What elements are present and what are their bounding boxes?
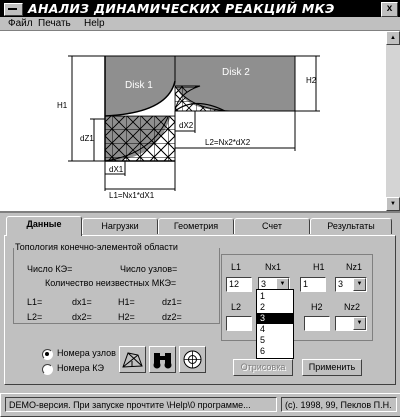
tab-strip — [4, 218, 396, 236]
binoculars-icon — [150, 347, 175, 372]
dropdown-option[interactable]: 5 — [260, 335, 266, 345]
radio-node-numbers-label: Номера узлов — [57, 348, 116, 358]
dim-dx2-label: dX2 — [179, 121, 194, 130]
l2-readout: L2= — [27, 312, 43, 322]
system-menu-icon — [8, 8, 17, 10]
dim-dz1-label: dZ1 — [80, 134, 94, 143]
h2-label: H2 — [311, 302, 323, 312]
tab-data[interactable]: Данные — [6, 216, 82, 236]
radio-ke-numbers-label: Номера КЭ — [57, 363, 104, 373]
chevron-down-icon[interactable]: ▼ — [353, 278, 366, 291]
window-title: АНАЛИЗ ДИНАМИЧЕСКИХ РЕАКЦИЙ МКЭ — [28, 1, 335, 16]
h2-input[interactable] — [304, 316, 330, 331]
dx1-readout: dx1= — [72, 297, 92, 307]
unknown-count-label: Количество неизвестных МКЭ= — [45, 278, 177, 288]
radio-node-numbers[interactable] — [42, 349, 53, 360]
nz2-select[interactable] — [335, 316, 367, 331]
chevron-down-icon[interactable]: ▼ — [353, 317, 366, 330]
disk1-label: Disk 1 — [125, 80, 153, 91]
diagram-scrollbar[interactable] — [386, 31, 400, 211]
tab-loads[interactable]: Нагрузки — [82, 218, 158, 234]
menu-help[interactable]: Help — [84, 18, 105, 29]
formula-l2: L2=Nx2*dX2 — [205, 138, 251, 147]
divider — [0, 211, 400, 213]
tab-geometry[interactable]: Геометрия — [158, 218, 234, 234]
mesh-view-button[interactable] — [119, 346, 146, 373]
diagram-canvas — [0, 31, 386, 211]
dropdown-option[interactable]: 1 — [260, 291, 266, 301]
h1-readout: H1= — [118, 297, 135, 307]
disk2-label: Disk 2 — [222, 67, 250, 78]
tab-results[interactable]: Результаты — [310, 218, 392, 234]
dim-h1-label: H1 — [57, 101, 68, 110]
menu-file[interactable]: Файл — [8, 18, 33, 29]
disk-view-button[interactable] — [179, 346, 206, 373]
status-copyright: (c). 1998, 99, Пеклов П.Н. — [281, 397, 397, 412]
h1-input[interactable]: 1 — [300, 277, 326, 292]
chevron-down-icon[interactable]: ▼ — [276, 278, 289, 291]
formula-l1: L1=Nx1*dX1 — [109, 191, 155, 200]
data-panel — [4, 235, 396, 385]
radio-selected-dot — [45, 352, 49, 356]
mesh-icon — [120, 347, 145, 372]
nx1-dropdown-list[interactable] — [256, 289, 294, 359]
apply-button[interactable]: Применить — [302, 359, 362, 376]
status-message: DEMO-версия. При запуске прочтите \Help\0 программе... — [5, 397, 277, 412]
title-bar — [0, 0, 400, 17]
scroll-down-icon[interactable]: ▼ — [386, 197, 400, 211]
draw-button[interactable]: Отрисовка — [233, 359, 293, 376]
zoom-binoculars-button[interactable] — [149, 346, 176, 373]
nx1-label: Nx1 — [265, 262, 282, 272]
close-button[interactable]: x — [381, 2, 398, 17]
dropdown-option[interactable]: 2 — [260, 302, 266, 312]
node-count-label: Число узлов= — [120, 264, 178, 274]
menu-bar — [0, 17, 400, 31]
dim-h2-label: H2 — [306, 76, 317, 85]
disk-icon — [180, 347, 205, 372]
tab-calc[interactable]: Счет — [234, 218, 310, 234]
dropdown-option[interactable]: 4 — [260, 324, 266, 334]
ke-count-label: Число КЭ= — [27, 264, 73, 274]
nz1-value: 3 — [338, 279, 344, 289]
l2-label: L2 — [231, 302, 242, 312]
dim-dx1-label: dX1 — [109, 165, 124, 174]
dropdown-option-selected[interactable]: 3 — [257, 313, 293, 324]
nz2-label: Nz2 — [344, 302, 361, 312]
system-menu-button[interactable] — [4, 3, 23, 16]
h1-label: H1 — [313, 262, 325, 272]
status-bar — [0, 393, 400, 417]
dz1-readout: dz1= — [162, 297, 182, 307]
group-title: Топология конечно-элементой области — [15, 242, 178, 252]
dropdown-option[interactable]: 6 — [260, 346, 266, 356]
l1-input[interactable]: 12 — [226, 277, 252, 292]
dz2-readout: dz2= — [162, 312, 182, 322]
nx1-value: 3 — [261, 279, 267, 289]
radio-ke-numbers[interactable] — [42, 364, 53, 375]
dx2-readout: dx2= — [72, 312, 92, 322]
l2-input[interactable] — [226, 316, 252, 331]
mesh-region-4 — [105, 116, 175, 161]
nz1-select[interactable] — [335, 277, 367, 292]
l1-label: L1 — [231, 262, 242, 272]
menu-print[interactable]: Печать — [38, 18, 71, 29]
h2-readout: H2= — [118, 312, 135, 322]
l1-readout: L1= — [27, 297, 43, 307]
nz1-label: Nz1 — [346, 262, 363, 272]
scroll-up-icon[interactable]: ▲ — [386, 31, 400, 45]
disk-diagram — [0, 31, 386, 211]
